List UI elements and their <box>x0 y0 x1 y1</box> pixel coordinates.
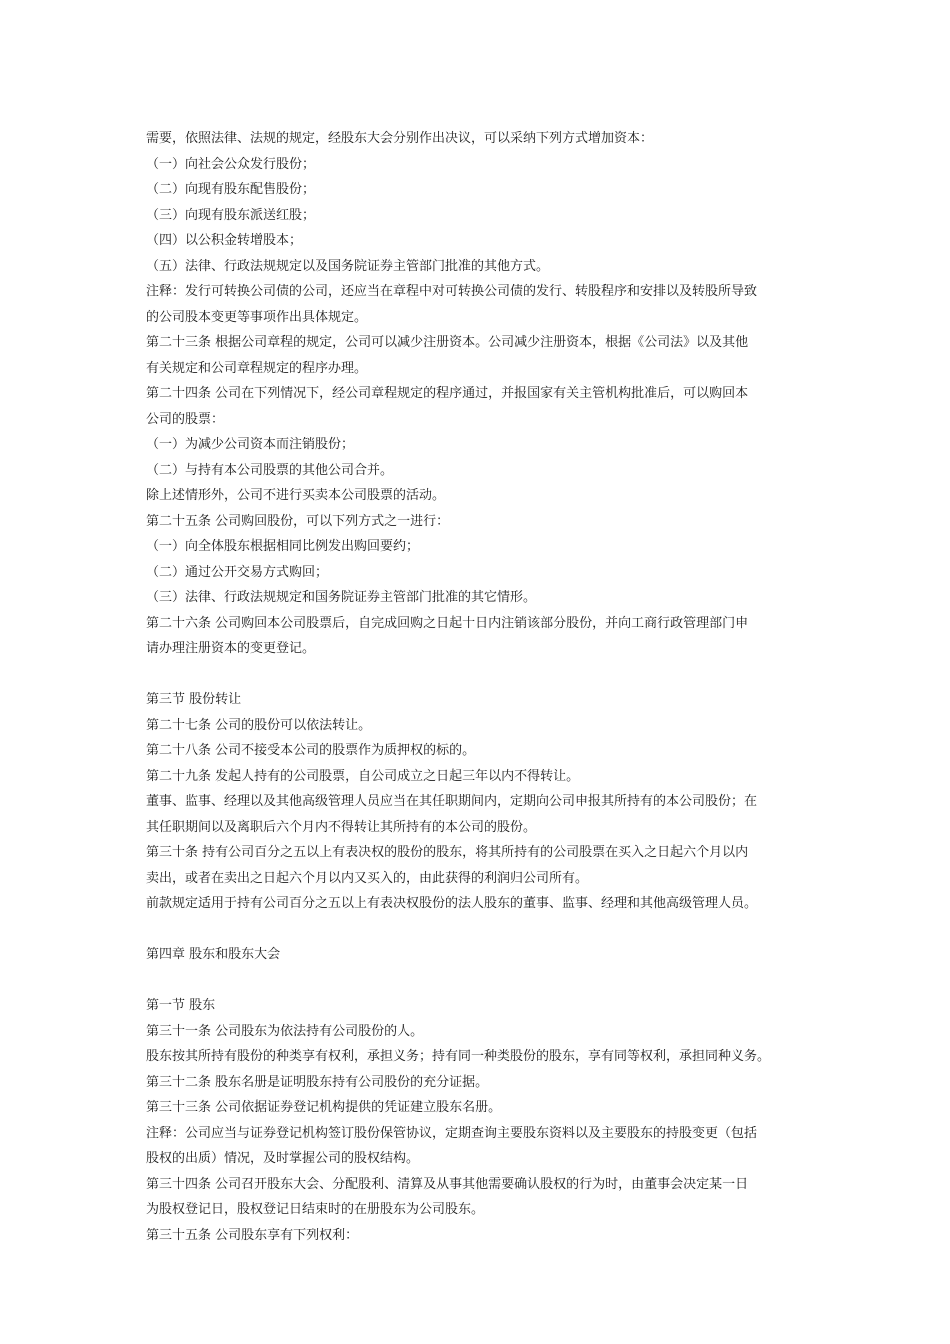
text-line: 股东按其所持有股份的种类享有权利，承担义务；持有同一种类股份的股东，享有同等权利，承担同种义务。 <box>146 1049 771 1064</box>
text-line: 的公司股本变更等事项作出具体规定。 <box>146 309 368 325</box>
text-line: （一）向全体股东根据相同比例发出购回要约； <box>146 539 420 554</box>
text-line: 第二十七条 公司的股份可以依法转让。 <box>146 717 372 733</box>
text-line: 第二十五条 公司购回股份，可以下列方式之一进行： <box>146 513 450 529</box>
text-line: 第二十八条 公司不接受本公司的股票作为质押权的标的。 <box>146 743 476 758</box>
text-line: 第二十六条 公司购回本公司股票后，自完成回购之日起十日内注销该部分股份，并向工商行政管理部门申 <box>146 615 749 631</box>
text-line: 第三十一条 公司股东为依法持有公司股份的人。 <box>146 1023 424 1039</box>
section-heading: 第三节 股份转让 <box>146 692 242 707</box>
text-line: 董事、监事、经理以及其他高级管理人员应当在其任职期间内，定期向公司申报其所持有的本公司股份；在 <box>146 794 758 809</box>
blank-line <box>146 917 836 943</box>
text-line: 注释：发行可转换公司债的公司，还应当在章程中对可转换公司债的发行、转股程序和安排以及转股所导致 <box>146 284 758 299</box>
text-line: （三）向现有股东派送红股； <box>146 207 316 223</box>
text-line: （三）法律、行政法规规定和国务院证券主管部门批准的其它情形。 <box>146 590 537 605</box>
text-line: 需要，依照法律、法规的规定，经股东大会分别作出决议，可以采纳下列方式增加资本： <box>146 131 654 146</box>
text-line: 第三十二条 股东名册是证明股东持有公司股份的充分证据。 <box>146 1074 489 1090</box>
text-line: （二）向现有股东配售股份； <box>146 182 316 197</box>
text-line: 第二十四条 公司在下列情况下，经公司章程规定的程序通过，并报国家有关主管机构批准后，可以购回本 <box>146 386 749 401</box>
text-line: 第三十五条 公司股东享有下列权利： <box>146 1227 359 1243</box>
blank-line <box>146 662 836 688</box>
document-page <box>146 126 836 1248</box>
chapter-heading: 第四章 股东和股东大会 <box>146 947 281 962</box>
text-line: 前款规定适用于持有公司百分之五以上有表决权股份的法人股东的董事、监事、经理和其他高级管理人员。 <box>146 896 758 911</box>
text-line: 股权的出质）情况，及时掌握公司的股权结构。 <box>146 1151 420 1166</box>
text-line: （二）与持有本公司股票的其他公司合并。 <box>146 462 394 478</box>
text-line: 请办理注册资本的变更登记。 <box>146 641 316 656</box>
text-line: 其任职期间以及离职后六个月内不得转让其所持有的本公司的股份。 <box>146 819 537 835</box>
text-line: 第三十三条 公司依据证券登记机构提供的凭证建立股东名册。 <box>146 1100 502 1115</box>
blank-line <box>146 968 836 994</box>
text-line: （二）通过公开交易方式购回； <box>146 564 329 580</box>
text-line: （一）向社会公众发行股份； <box>146 156 316 172</box>
text-line: 为股权登记日，股权登记日结束时的在册股东为公司股东。 <box>146 1202 485 1217</box>
text-line: 第三十条 持有公司百分之五以上有表决权的股份的股东，将其所持有的公司股票在买入之日起六个月以内 <box>146 845 749 860</box>
text-line: 第二十三条 根据公司章程的规定，公司可以减少注册资本。公司减少注册资本，根据《公司法》以及其他 <box>146 335 749 350</box>
text-line: 卖出，或者在卖出之日起六个月以内又买入的，由此获得的利润归公司所有。 <box>146 870 589 886</box>
text-line: （一）为减少公司资本而注销股份； <box>146 437 355 452</box>
text-line: 除上述情形外，公司不进行买卖本公司股票的活动。 <box>146 488 446 503</box>
text-line: 第三十四条 公司召开股东大会、分配股利、清算及从事其他需要确认股权的行为时，由董事会决定某一日 <box>146 1176 749 1192</box>
text-line: 公司的股票： <box>146 411 225 427</box>
text-line: 有关规定和公司章程规定的程序办理。 <box>146 360 368 376</box>
text-line: （五）法律、行政法规规定以及国务院证券主管部门批准的其他方式。 <box>146 258 550 274</box>
text-line: 注释：公司应当与证券登记机构签订股份保管协议，定期查询主要股东资料以及主要股东的持股变更（包括 <box>146 1125 758 1141</box>
text-line: 第二十九条 发起人持有的公司股票，自公司成立之日起三年以内不得转让。 <box>146 768 580 784</box>
text-line: （四）以公积金转增股本； <box>146 233 303 248</box>
section-heading: 第一节 股东 <box>146 998 216 1013</box>
